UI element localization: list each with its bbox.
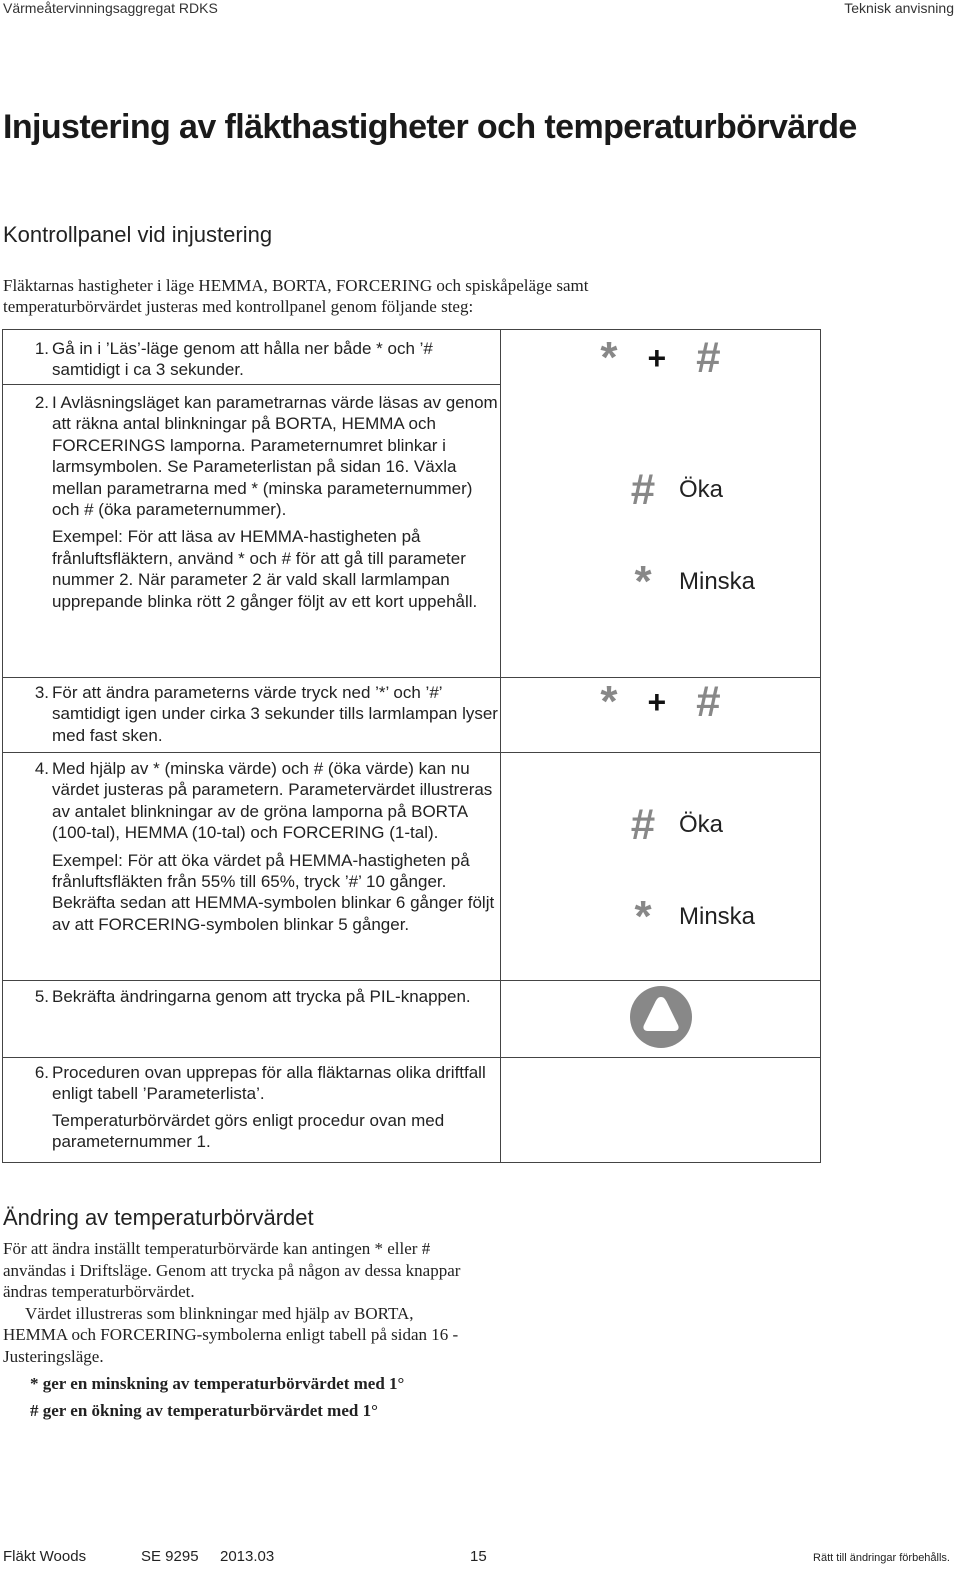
minska-label: Minska <box>679 903 756 930</box>
hash-key-icon: # <box>696 333 721 382</box>
temperature-paragraph <box>3 1238 463 1367</box>
star-key-icon: * <box>600 333 618 382</box>
bullet-oka: # ger en ökning av temperaturbörvärdet med 1° <box>30 1401 378 1420</box>
step-text: Proceduren ovan upprepas för alla fläktarnas olika driftfall enligt tabell ’Parameterlista’. <box>52 1063 486 1104</box>
step-3-cell <box>3 678 501 753</box>
oka-label: Öka <box>679 811 724 838</box>
hash-key-icon: # <box>630 465 656 514</box>
step-number: 3. <box>34 683 49 702</box>
page-title: Injustering av fläkthastigheter och temperaturbörvärde <box>3 108 857 146</box>
step-example: Exempel: För att läsa av HEMMA-hastigheten på frånluftsfläktern, använd * och # för att gå till parameter nummer 2. När parameter 2 är vald skall larmlampan upprepande blinka rött 2 gånger följt av ett kort uppehåll. <box>52 527 478 611</box>
plus-icon: + <box>647 684 667 720</box>
step-text: För att ändra parameterns värde tryck ned ’*’ och ’#’ samtidigt igen under cirka 3 sekunder tills larmlampan lyser med fast sken. <box>52 683 498 745</box>
step-3-icons-cell <box>501 678 821 753</box>
step-2-cell <box>3 385 501 678</box>
star-key-icon: * <box>634 892 652 941</box>
paragraph: Värdet illustreras som blinkningar med hjälp av BORTA, HEMMA och FORCERING-symbolerna enligt tabell på sidan 16 - Justeringsläge. <box>3 1303 459 1366</box>
step-text: Gå in i ’Läs’-läge genom att hålla ner både * och ’# samtidigt i ca 3 sekunder. <box>52 339 433 380</box>
plus-icon: + <box>647 340 667 376</box>
intro-paragraph: Fläktarnas hastigheter i läge HEMMA, BORTA, FORCERING och spiskåpeläge samt temperaturbörvärdet justeras med kontrollpanel genom följande steg: <box>3 276 589 316</box>
footer-page-number: 15 <box>470 1548 487 1565</box>
step-6-cell <box>3 1058 501 1163</box>
footer-doc-number: SE 9295 <box>141 1548 199 1565</box>
paragraph: För att ändra inställt temperaturbörvärde kan antingen * eller # användas i Driftsläge. Genom att trycka på någon av dessa knappar ändras temperaturbörvärdet. <box>3 1239 461 1301</box>
step-text: Bekräfta ändringarna genom att trycka på PIL-knappen. <box>52 987 471 1006</box>
step-number: 5. <box>34 987 49 1006</box>
step-6-empty-cell <box>501 1058 821 1163</box>
step-4-cell <box>3 753 501 981</box>
step-example: Exempel: För att öka värdet på HEMMA-hastigheten på frånluftsfläkten från 55% till 65%, tryck ’#’ 10 gånger. Bekräfta sedan att HEMMA-symbolen blinkar 6 gånger följt av att FORCERING-symbolen blinkar 5 gånger. <box>52 850 495 934</box>
bullet-minska: * ger en minskning av temperaturbörvärdet med 1° <box>30 1374 405 1393</box>
footer-disclaimer: Rätt till ändringar förbehålls. <box>813 1552 950 1564</box>
step-5-cell <box>3 981 501 1058</box>
step-number: 1. <box>34 339 49 358</box>
step-number: 6. <box>34 1063 49 1082</box>
footer-date: 2013.03 <box>220 1548 275 1565</box>
step-1-2-icons-cell <box>501 330 821 678</box>
step-text: Temperaturbörvärdet görs enligt procedur ovan med parameternummer 1. <box>52 1110 445 1152</box>
footer-company: Fläkt Woods <box>3 1548 87 1565</box>
hash-key-icon: # <box>696 677 721 726</box>
oka-label: Öka <box>679 476 724 503</box>
step-number: 2. <box>34 393 49 412</box>
section-heading-control-panel: Kontrollpanel vid injustering <box>3 222 273 247</box>
star-key-icon: * <box>600 677 618 726</box>
minska-label: Minska <box>679 568 756 595</box>
step-text: I Avläsningsläget kan parametrarnas värde läsas av genom att räkna antal blinkningar på BORTA, HEMMA och FORCERINGS lamporna. Parameternumret blinkar i larmsymbolen. Se Parameterlistan på sidan 16. Växla mellan parametrarna med * (minska parameternummer) och # (öka parameternummer). <box>52 393 498 520</box>
section-heading-temperature: Ändring av temperaturbörvärdet <box>3 1205 314 1230</box>
temperature-bullets <box>30 1370 404 1424</box>
header-right: Teknisk anvisning <box>844 0 954 16</box>
star-key-icon: * <box>634 557 652 606</box>
steps-table <box>2 329 821 1163</box>
step-1-cell <box>3 330 501 385</box>
step-text: Med hjälp av * (minska värde) och # (öka värde) kan nu värdet justeras på parametern. Parametervärdet illustreras av antalet blinkningar av de gröna lamporna på BORTA (100-tal), HEMMA (10-tal) och FORCERING (1-tal). <box>52 759 493 843</box>
step-number: 4. <box>34 759 49 778</box>
step-4-icons-cell <box>501 753 821 981</box>
step-5-icons-cell <box>501 981 821 1058</box>
hash-key-icon: # <box>630 800 656 849</box>
header-left: Värmeåtervinningsaggregat RDKS <box>3 0 218 16</box>
arrow-up-button-icon <box>628 984 694 1050</box>
